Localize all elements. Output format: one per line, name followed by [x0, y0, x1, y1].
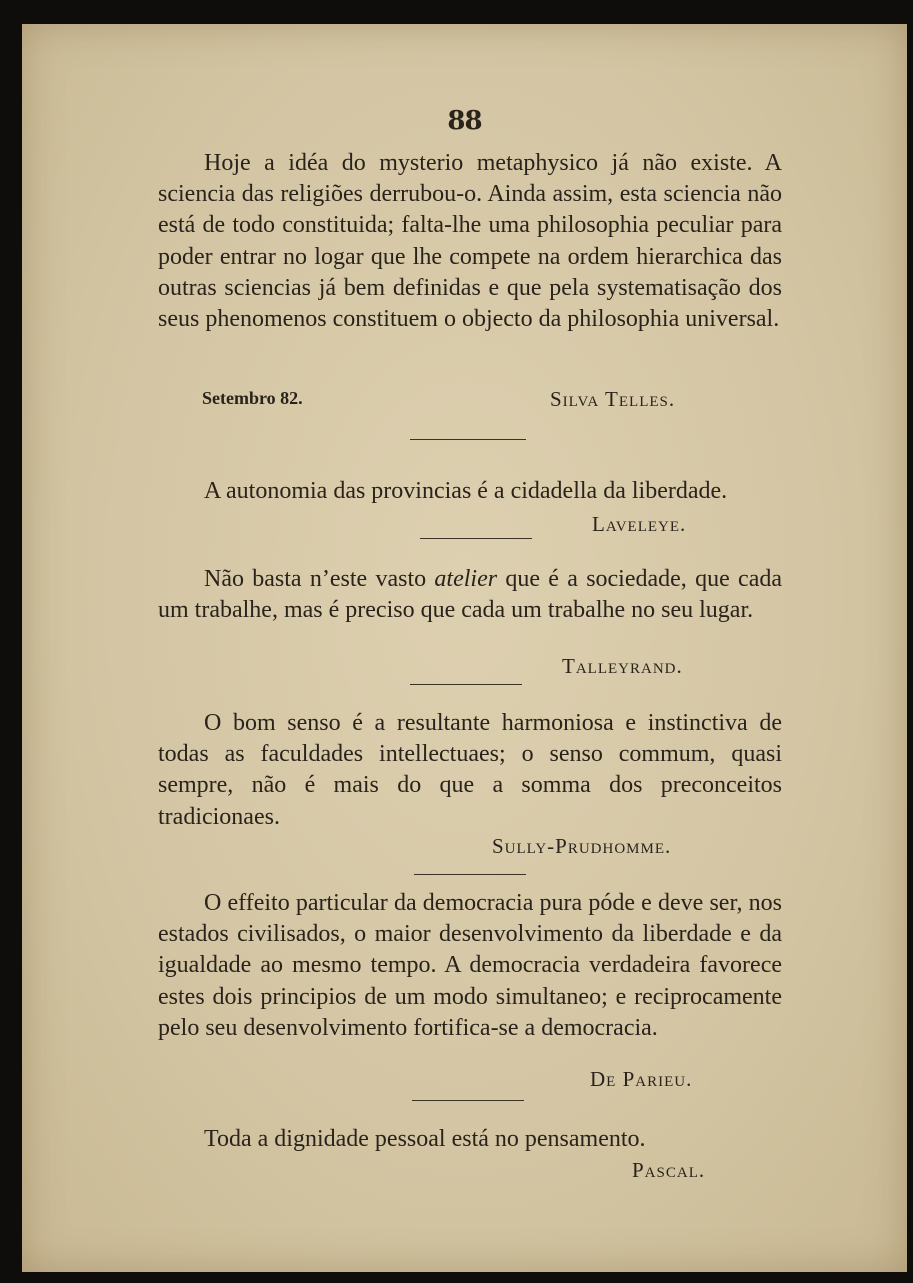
- divider: [420, 538, 532, 539]
- quote-silva-telles: Hoje a idéa do mysterio metaphysico já não existe. A sciencia das religiões derrubou-o. Ainda assim, esta sciencia não está de todo constituida; falta-lhe uma philosophia peculiar para poder entrar no logar que lhe compete na ordem hierarchica das outras sciencias já bem definidas e que pela systematisação dos seus phenomenos constituem o objecto da philosophia universal.: [158, 150, 782, 333]
- author-de-parieu: De Parieu.: [590, 1067, 693, 1091]
- quote-date: Setembro 82.: [202, 388, 303, 408]
- divider: [412, 1100, 524, 1101]
- quote-talleyrand: [158, 564, 782, 626]
- divider: [414, 874, 526, 875]
- quote-talleyrand-text: Não basta n’este vasto atelier que é a sociedade, que cada um trabalhe, mas é preciso que cada um trabalhe no seu lugar.: [158, 566, 782, 624]
- author-sully-prudhomme: Sully-Prudhomme.: [492, 834, 672, 858]
- divider: [410, 684, 522, 685]
- quote-sully-prudhomme: O bom senso é a resultante harmoniosa e instinctiva de todas as faculdades intellectuaes; o senso commum, quasi sempre, não é mais do que a somma dos preconceitos tradicionaes.: [158, 710, 782, 830]
- page-number: 88: [447, 106, 482, 136]
- quote-laveleye: A autonomia das provincias é a cidadella da liberdade.: [204, 478, 728, 504]
- quote-pascal: Toda a dignidade pessoal está no pensamento.: [204, 1126, 646, 1152]
- author-talleyrand: Talleyrand.: [562, 654, 683, 678]
- book-page: [22, 24, 907, 1272]
- author-silva-telles: Silva Telles.: [550, 387, 676, 411]
- author-laveleye: Laveleye.: [592, 512, 687, 536]
- italic-word: atelier: [434, 566, 498, 592]
- divider: [410, 439, 526, 440]
- quote-de-parieu: O effeito particular da democracia pura póde e deve ser, nos estados civilisados, o maior desenvolvimento da liberdade e da igualdade ao mesmo tempo. A democracia verdadeira favorece estes dois principios de um modo simultaneo; e reciprocamente pelo seu desenvolvimento fortifica-se a democracia.: [158, 890, 782, 1041]
- author-pascal: Pascal.: [632, 1158, 706, 1182]
